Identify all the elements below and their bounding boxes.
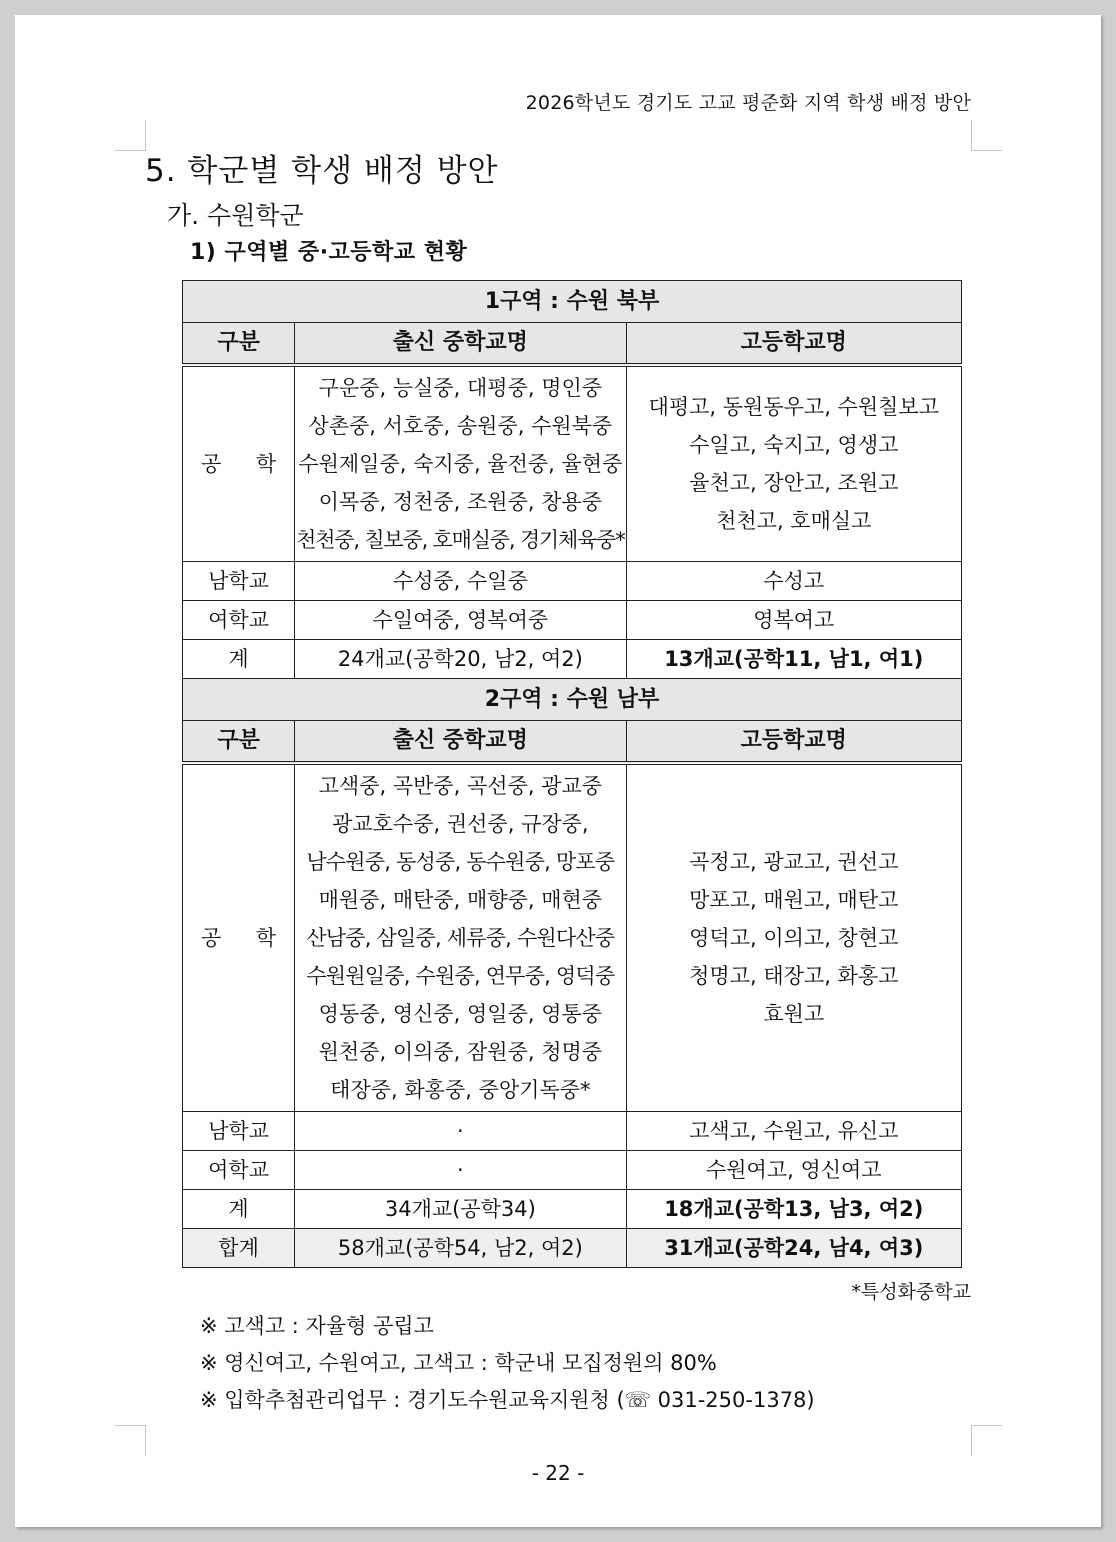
column-header: 출신 중학교명 [295, 323, 626, 366]
column-header: 출신 중학교명 [295, 721, 626, 764]
row-label: 남학교 [183, 562, 295, 601]
table-row-boys [183, 562, 962, 601]
high-school-cell: 수성고 [626, 562, 961, 601]
middle-school-cell: · [295, 1112, 626, 1151]
high-school-list [626, 763, 961, 1112]
list-line: 고색중, 곡반중, 곡선중, 광교중 [318, 774, 603, 798]
note-item: ※ 고색고 : 자율형 공립고 [200, 1314, 434, 1338]
list-line: 수원제일중, 숙지중, 율전중, 율현중 [298, 452, 623, 476]
crop-mark-top-right [971, 120, 1002, 151]
table-row-total [183, 1190, 962, 1229]
crop-mark-bottom-right [971, 1425, 1002, 1456]
list-line: 산남중, 삼일중, 세류중, 수원다산중 [306, 926, 615, 950]
row-label: 공 학 [183, 365, 295, 562]
high-school-cell: 영복여고 [626, 601, 961, 640]
column-header: 구분 [183, 323, 295, 366]
list-line: 구운중, 능실중, 대평중, 명인중 [318, 376, 603, 400]
high-school-cell: 수원여고, 영신여고 [626, 1151, 961, 1190]
list-line: 곡정고, 광교고, 권선고 [689, 850, 899, 874]
list-line: 원천중, 이의중, 잠원중, 청명중 [318, 1040, 603, 1064]
high-school-cell: 고색고, 수원고, 유신고 [626, 1112, 961, 1151]
row-label: 계 [183, 640, 295, 679]
row-label: 합계 [183, 1229, 295, 1268]
middle-school-cell: 수성중, 수일중 [295, 562, 626, 601]
list-line: 영덕고, 이의고, 창현고 [689, 926, 899, 950]
column-header: 고등학교명 [626, 721, 961, 764]
list-line: 수원원일중, 수원중, 연무중, 영덕중 [306, 964, 615, 988]
table-row-total [183, 640, 962, 679]
list-line: 대평고, 동원동우고, 수원칠보고 [648, 395, 939, 419]
subsection-heading: 가. 수원학군 [167, 201, 304, 230]
middle-school-list [295, 763, 626, 1112]
list-line: 매원중, 매탄중, 매향중, 매현중 [318, 888, 603, 912]
high-school-grand-total: 31개교(공학24, 남4, 여3) [626, 1229, 961, 1268]
list-line: 남수원중, 동성중, 동수원중, 망포중 [306, 850, 615, 874]
subsubsection-heading: 1) 구역별 중·고등학교 현황 [190, 240, 468, 265]
list-line: 율천고, 장안고, 조원고 [689, 471, 899, 495]
row-label: 공 학 [183, 763, 295, 1112]
list-line: 청명고, 태장고, 화홍고 [689, 964, 899, 988]
list-line: 망포고, 매원고, 매탄고 [689, 888, 899, 912]
zone-title: 2구역 : 수원 남부 [183, 679, 962, 721]
row-label: 남학교 [183, 1112, 295, 1151]
zone-1-title-row [183, 281, 962, 323]
list-line: 천천고, 호매실고 [716, 509, 872, 533]
list-line: 태장중, 화홍중, 중앙기독중* [330, 1078, 591, 1102]
middle-school-cell: · [295, 1151, 626, 1190]
list-line: 상촌중, 서호중, 송원중, 수원북중 [308, 414, 613, 438]
section-heading: 5. 학군별 학생 배정 방안 [145, 153, 499, 189]
note-item: ※ 영신여고, 수원여고, 고색고 : 학군내 모집정원의 80% [200, 1351, 717, 1375]
school-table [182, 280, 962, 1268]
row-label: 계 [183, 1190, 295, 1229]
page-number: - 22 - [531, 1461, 585, 1485]
table-row-coed [183, 763, 962, 1112]
middle-school-grand-total: 58개교(공학54, 남2, 여2) [295, 1229, 626, 1268]
table-row-coed [183, 365, 962, 562]
list-line: 효원고 [763, 1002, 825, 1026]
list-line: 영동중, 영신중, 영일중, 영통중 [318, 1002, 603, 1026]
crop-mark-bottom-left [115, 1425, 146, 1456]
high-school-total: 18개교(공학13, 남3, 여2) [626, 1190, 961, 1229]
table-row-girls [183, 1151, 962, 1190]
list-line: 이목중, 정천중, 조원중, 창용중 [318, 490, 603, 514]
column-header-row [183, 323, 962, 366]
special-school-footnote: *특성화중학교 [851, 1281, 971, 1303]
crop-mark-top-left [115, 120, 146, 151]
zone-2-title-row [183, 679, 962, 721]
middle-school-total: 34개교(공학34) [295, 1190, 626, 1229]
table-row-boys [183, 1112, 962, 1151]
list-line: 수일고, 숙지고, 영생고 [689, 433, 899, 457]
row-label: 여학교 [183, 601, 295, 640]
high-school-total: 13개교(공학11, 남1, 여1) [626, 640, 961, 679]
notes-list [200, 1308, 815, 1419]
document-page [15, 15, 1101, 1527]
column-header: 구분 [183, 721, 295, 764]
middle-school-cell: 수일여중, 영복여중 [295, 601, 626, 640]
zone-title: 1구역 : 수원 북부 [183, 281, 962, 323]
high-school-list [626, 365, 961, 562]
row-label: 여학교 [183, 1151, 295, 1190]
list-line: 광교호수중, 권선중, 규장중, [332, 812, 589, 836]
middle-school-total: 24개교(공학20, 남2, 여2) [295, 640, 626, 679]
note-item: ※ 입학추첨관리업무 : 경기도수원교육지원청 (☏ 031-250-1378) [200, 1388, 815, 1412]
column-header: 고등학교명 [626, 323, 961, 366]
running-header: 2026학년도 경기도 고교 평준화 지역 학생 배정 방안 [525, 92, 971, 114]
table-row-girls [183, 601, 962, 640]
column-header-row [183, 721, 962, 764]
middle-school-list [295, 365, 626, 562]
list-line: 천천중, 칠보중, 호매실중, 경기체육중* [296, 528, 625, 552]
table-row-grand-total [183, 1229, 962, 1268]
